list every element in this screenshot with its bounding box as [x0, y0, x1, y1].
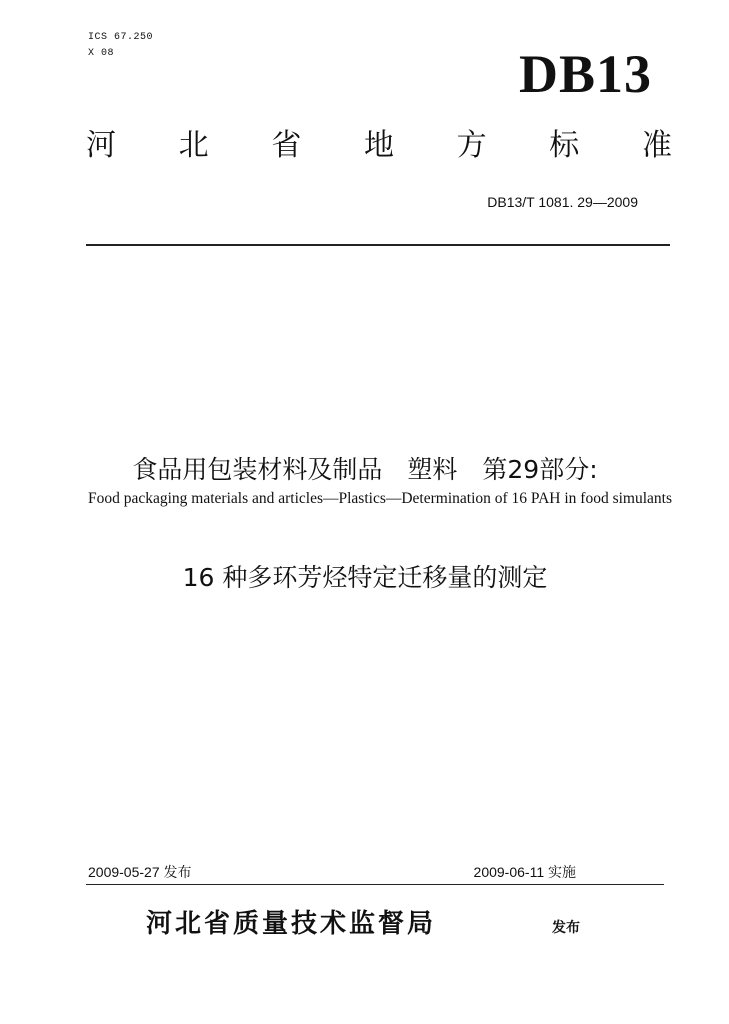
standard-type-char: 河 — [86, 128, 116, 163]
top-divider — [86, 244, 670, 246]
standard-type-char: 北 — [178, 128, 209, 163]
issuing-authority-suffix: 发布 — [552, 920, 580, 936]
implementation-date: 2009-06-11 实施 — [473, 864, 576, 880]
ics-code: ICS 67.250 — [88, 32, 154, 43]
issue-date: 2009-05-27 发布 — [88, 864, 192, 880]
bottom-divider — [86, 884, 664, 885]
chinese-title-line-2: 16 种多环芳烃特定迁移量的测定 — [182, 563, 548, 592]
standard-type-char: 标 — [549, 128, 580, 163]
db13-logo: DB13 — [518, 44, 652, 104]
english-title: Food packaging materials and articles—Plastics—Determination of 16 PAH in food simulants — [87, 490, 673, 507]
chinese-title-line-1: 食品用包装材料及制品 塑料 第29部分: — [132, 455, 598, 484]
standard-number: DB13/T 1081. 29—2009 — [487, 194, 638, 210]
issuing-authority: 河北省质量技术监督局 — [146, 909, 437, 939]
standard-type-char: 准 — [641, 128, 672, 163]
classification-code: X 08 — [88, 48, 115, 59]
standard-type-char: 省 — [271, 128, 302, 163]
code-block — [88, 30, 153, 62]
standard-type-heading — [86, 126, 672, 166]
standard-type-char: 地 — [363, 128, 394, 163]
standard-type-char: 方 — [456, 128, 487, 163]
